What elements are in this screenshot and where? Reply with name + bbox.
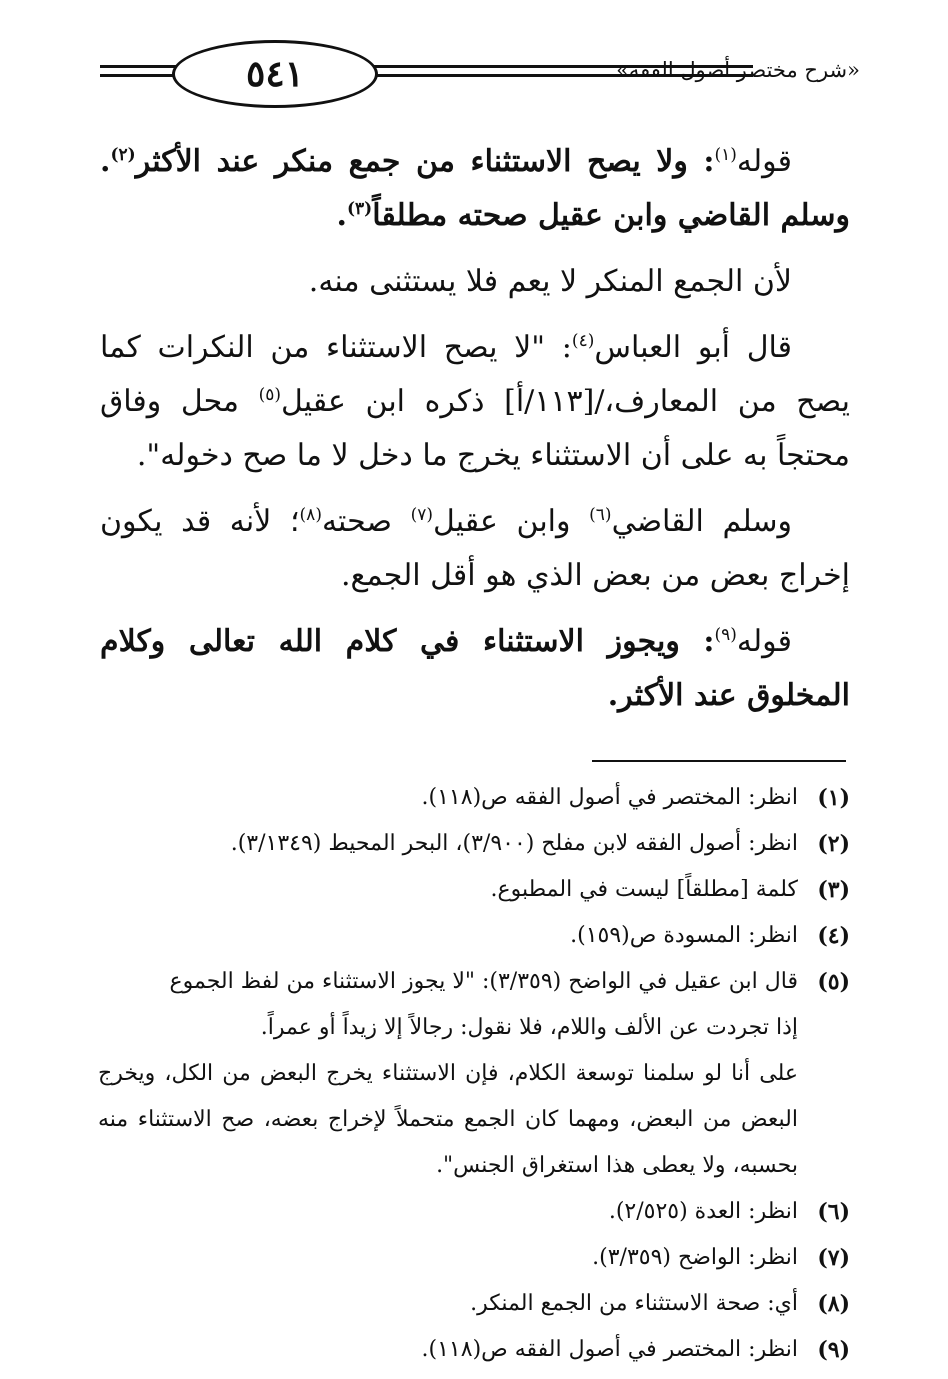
footnote-number: (٥) — [817, 969, 850, 995]
commentary-text: وسلم القاضي — [611, 504, 792, 539]
footnote — [98, 1281, 850, 1327]
main-text — [100, 135, 850, 735]
footnote-ref: (٢) — [110, 145, 136, 165]
footnote-continuation: إذا تجردت عن الألف واللام، فلا نقول: رجالاً إلا زيداً أو عمراً. — [260, 1015, 798, 1040]
footnote-text: أي: صحة الاستثناء من الجمع المنكر. — [470, 1291, 798, 1316]
footnote-ref: (١) — [714, 145, 737, 165]
footnote — [98, 867, 850, 913]
footnote — [98, 913, 850, 959]
footnote-ref: (٨) — [299, 505, 322, 525]
footnote-text: قال ابن عقيل في الواضح (٣/٣٥٩): "لا يجوز الاستثناء من لفظ الجموع — [169, 969, 798, 994]
footnote-number: (٧) — [817, 1245, 850, 1271]
page-number: ٥٤١ — [172, 40, 378, 108]
paragraph — [100, 255, 850, 309]
footnote-text: انظر: العدة (٢/٥٢٥). — [608, 1199, 798, 1224]
commentary-text: : "لا يصح الاستثناء من النكرات كما يصح من المعارف،/[١١٣/أ] ذكره ابن عقيل — [100, 330, 850, 419]
footnote-ref: (٧) — [410, 505, 433, 525]
commentary-text: قال أبو العباس — [594, 330, 792, 365]
footnote — [98, 1235, 850, 1281]
running-title: «شرح مختصر أصول الفقه» — [616, 58, 860, 82]
header-rule — [100, 74, 178, 77]
footnote-ref: (٣) — [346, 199, 373, 219]
footnote — [98, 821, 850, 867]
footnote-number: (٨) — [817, 1291, 850, 1317]
paragraph — [100, 495, 850, 603]
footnote-ref: (٤) — [571, 331, 595, 351]
quote-lead: قوله — [736, 144, 792, 179]
footnote — [98, 959, 850, 1005]
matn-text: . — [336, 198, 347, 233]
footnote — [98, 775, 850, 821]
paragraph — [100, 615, 850, 723]
paragraph — [100, 321, 850, 483]
header-rule — [100, 65, 178, 68]
matn-text: . وسلم القاضي وابن عقيل صحته مطلقاً — [100, 144, 850, 233]
footnote-ref: (٦) — [589, 505, 612, 525]
matn-text: : ويجوز الاستثناء في كلام الله تعالى وكلام المخلوق عند الأكثر. — [100, 624, 850, 713]
footnote-text: انظر: أصول الفقه لابن مفلح (٣/٩٠٠)، البحر المحيط (٣/١٣٤٩). — [230, 831, 798, 856]
quote-lead: قوله — [736, 624, 792, 659]
footnote-number: (٩) — [817, 1337, 850, 1363]
footnote-number: (٢) — [817, 831, 850, 857]
commentary-text: صحته — [321, 504, 411, 539]
footnote — [98, 1189, 850, 1235]
commentary-text: لأن الجمع المنكر لا يعم فلا يستثنى منه. — [308, 264, 792, 299]
footnote-number: (٦) — [817, 1199, 850, 1225]
page-header — [100, 38, 860, 108]
footnote — [98, 1327, 850, 1373]
commentary-text: وابن عقيل — [433, 504, 590, 539]
matn-text: : ولا يصح الاستثناء من جمع منكر عند الأكثر — [135, 144, 715, 179]
footnote-continuation: على أنا لو سلمنا توسعة الكلام، فإن الاستثناء يخرج البعض من الكل، ويخرج البعض من البعض، ومهما كان الجمع متحملاً لإخراج بعضه، صح الاستثناء منه بحسبه، ولا يعطى هذا استغراق الجنس". — [98, 1061, 798, 1178]
footnote-text: انظر: المختصر في أصول الفقه ص(١١٨). — [421, 785, 798, 810]
footnote-text: انظر: المسودة ص(١٥٩). — [570, 923, 798, 948]
footnote-text: انظر: المختصر في أصول الفقه ص(١١٨). — [421, 1337, 798, 1362]
commentary-text: ؛ لأنه قد يكون إخراج بعض من بعض الذي هو أقل الجمع. — [100, 504, 850, 593]
paragraph — [100, 135, 850, 243]
footnote-ref: (٥) — [258, 385, 282, 405]
footnote-text: انظر: الواضح (٣/٣٥٩). — [592, 1245, 798, 1270]
footnote-ref: (٩) — [714, 625, 737, 645]
footnote-text: كلمة [مطلقاً] ليست في المطبوع. — [490, 877, 798, 902]
footnote-number: (٤) — [817, 923, 850, 949]
footnote-separator — [592, 760, 846, 762]
commentary-text: محل وفاق محتجاً به على أن الاستثناء يخرج ما دخل لا ما صح دخوله". — [100, 384, 850, 473]
footnote-number: (٣) — [817, 877, 850, 903]
footnote-number: (١) — [817, 785, 850, 811]
footnotes — [98, 775, 850, 1373]
